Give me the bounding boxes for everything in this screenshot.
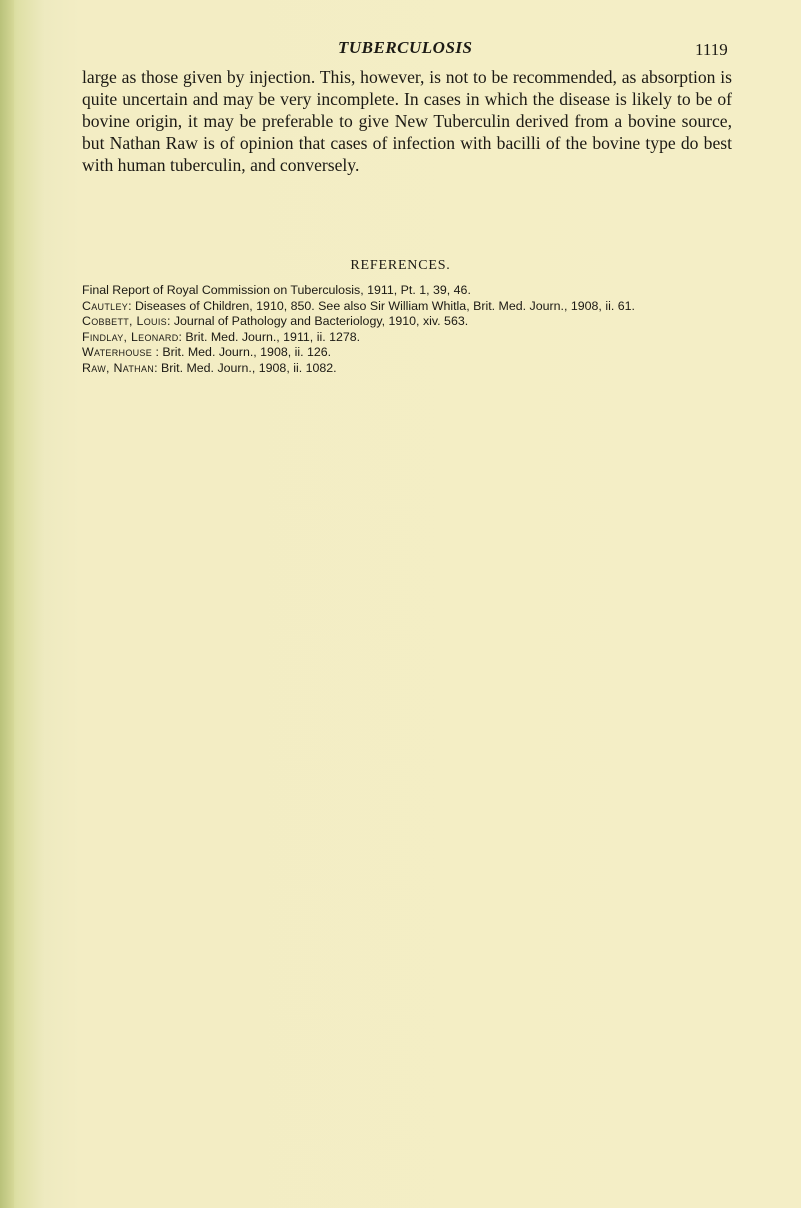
running-head: TUBERCULOSIS <box>338 38 473 57</box>
references-heading: REFERENCES. <box>350 258 451 273</box>
body-paragraph: large as those given by injection. This, however, is not to be recommended, as absorption is quite uncertain and may be very incomplete. In cases in which the disease is likely to be of bovine origin, it may be preferable to give New Tuberculin derived from a bovine source, but Nathan Raw is of opinion that cases of infection with bacilli of the bovine type do best with human tuberculin, and conversely. <box>82 67 732 175</box>
reference-author: Raw, Nathan <box>82 360 155 375</box>
reference-item <box>82 314 732 330</box>
reference-author: Cobbett, Louis <box>82 314 167 328</box>
reference-text: : Brit. Med. Journ., 1908, ii. 126. <box>152 345 332 359</box>
reference-author: Findlay, Leonard <box>82 329 179 344</box>
reference-item <box>82 361 732 377</box>
references-list <box>82 283 732 376</box>
page-gutter <box>0 0 14 1208</box>
reference-item <box>82 330 732 346</box>
reference-item <box>82 283 732 299</box>
reference-text: : Journal of Pathology and Bacteriology, 1910, xiv. 563. <box>166 314 469 328</box>
reference-text: : Brit. Med. Journ., 1908, ii. 1082. <box>154 360 337 375</box>
reference-item <box>82 299 732 315</box>
reference-author: Waterhouse <box>82 345 153 359</box>
page-number: 1119 <box>695 40 728 59</box>
reference-author: Cautley <box>82 298 129 313</box>
reference-item <box>82 345 732 361</box>
reference-text: : Brit. Med. Journ., 1911, ii. 1278. <box>178 329 361 344</box>
reference-text: : Diseases of Children, 1910, 850. See also Sir William Whitla, Brit. Med. Journ., 1908, ii. 61. <box>128 298 635 313</box>
reference-text: Final Report of Royal Commission on Tuberculosis, 1911, Pt. 1, 39, 46. <box>82 283 471 297</box>
